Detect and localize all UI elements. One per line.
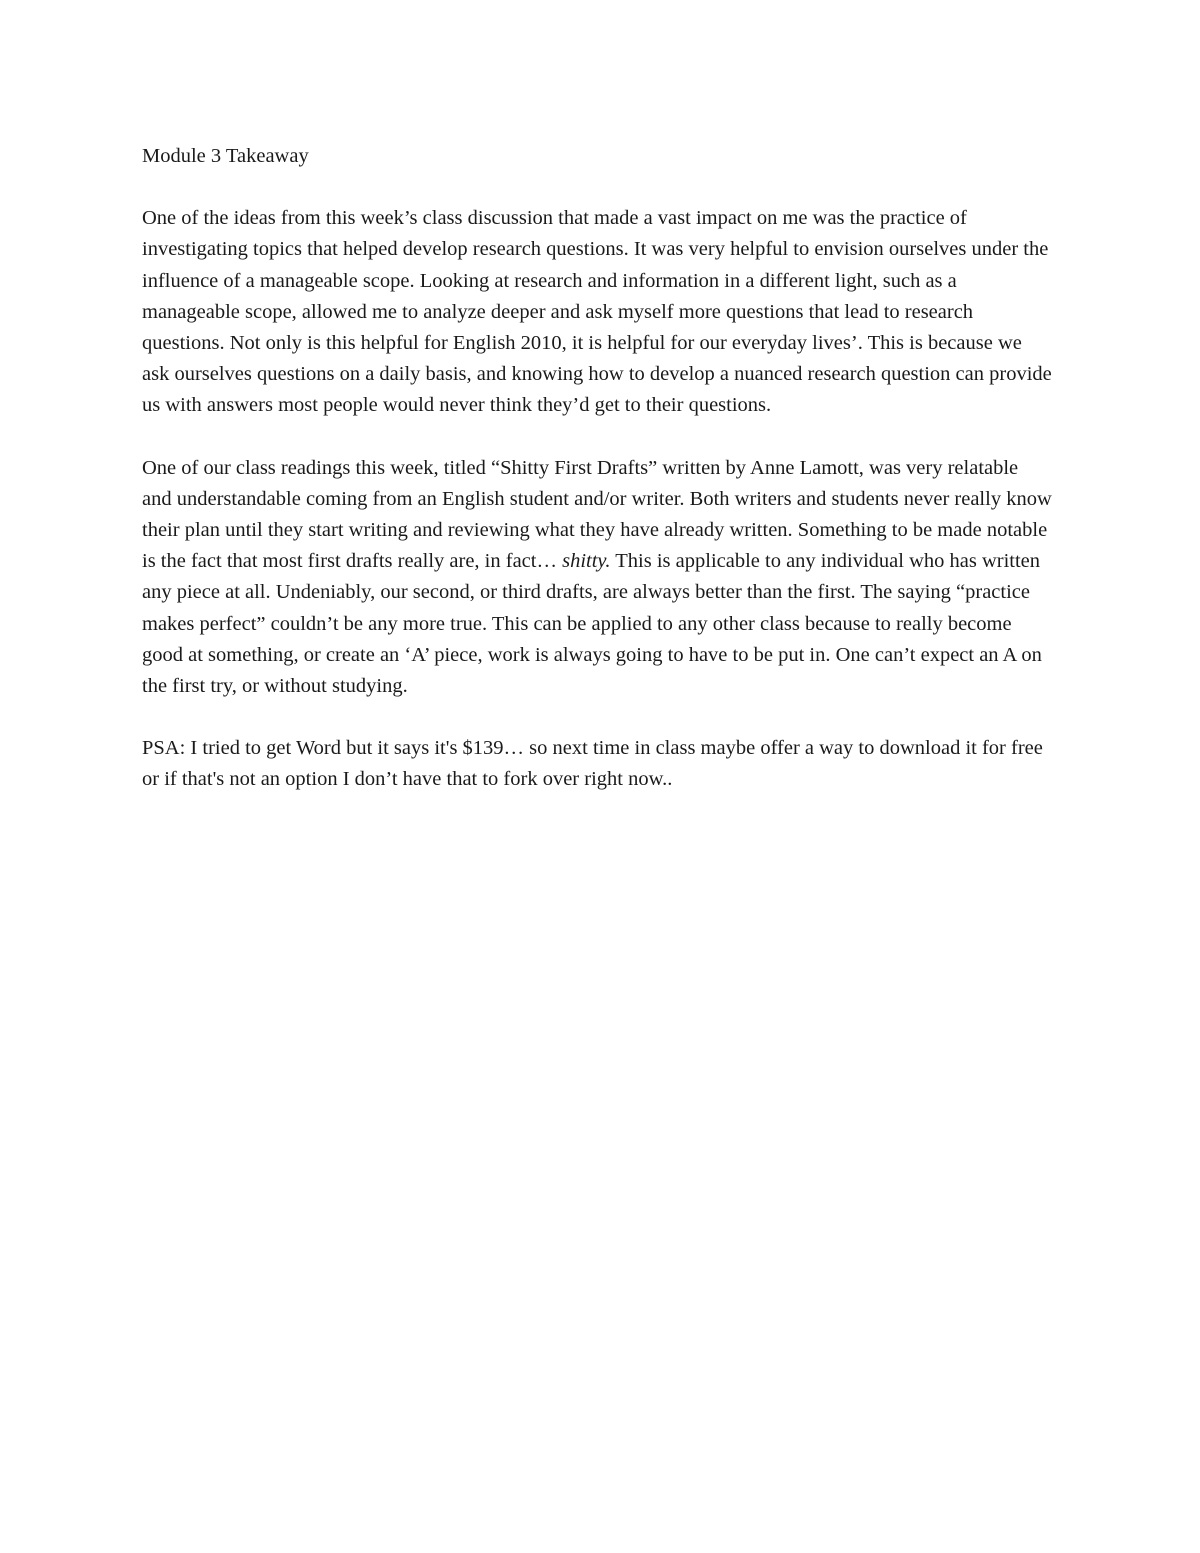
paragraph-class-discussion: One of the ideas from this week’s class discussion that made a vast impact on me was the practice of investigating topics that helped develop research questions. It was very helpful to envision ourselves under the influence of a manageable scope. Looking at research and information in a different light, such as a manageable scope, allowed me to analyze deeper and ask myself more questions that lead to research questions. Not only is this helpful for English 2010, it is helpful for our everyday lives’. This is because we ask ourselves questions on a daily basis, and knowing how to develop a nuanced research question can provide us with answers most people would never think they’d get to their questions. xyxy=(142,207,1052,417)
paragraph-class-readings-text-start: One of our class readings this week, titled “Shitty First Drafts” written by Anne Lamott, was very relatable and understandable coming from an English student and/or writer. Both writers and students never really know their plan until they start writing and reviewing what they have already written. Something to be made notable is the fact that most first drafts really are, in fact… xyxy=(142,456,1052,573)
document-body xyxy=(142,141,1052,827)
paragraph-class-readings-text-end: This is applicable to any individual who has written any piece at all. Undeniably, our second, or third drafts, are always better than the first. The saying “practice makes perfect” couldn’t be any more true. This can be applied to any other class because to really become good at something, or create an ‘A’ piece, work is always going to have to be put in. One can’t expect an A on the first try, or without studying. xyxy=(142,550,1042,698)
paragraph-class-readings xyxy=(142,453,1052,703)
paragraph-psa: PSA: I tried to get Word but it says it's $139… so next time in class maybe offer a way to download it for free or if that's not an option I don’t have that to fork over right now.. xyxy=(142,737,1043,791)
italic-emphasis: shitty. xyxy=(562,550,611,573)
document-title: Module 3 Takeaway xyxy=(142,145,309,167)
